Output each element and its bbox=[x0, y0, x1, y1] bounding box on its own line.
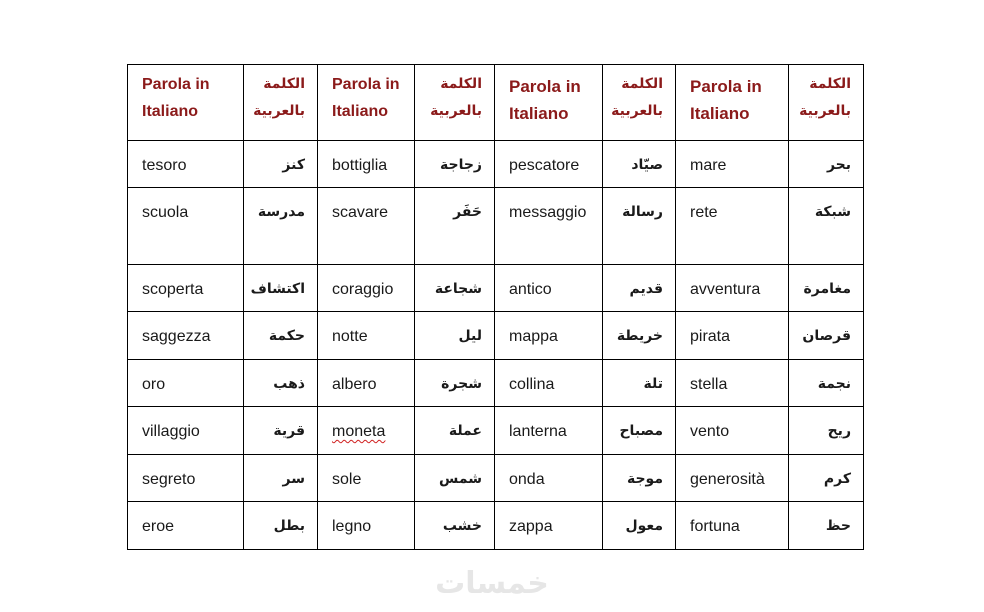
arabic-word-cell: حكمة bbox=[244, 312, 318, 360]
italian-word-cell: mappa bbox=[495, 312, 603, 360]
italian-word-cell: avventura bbox=[676, 265, 789, 312]
italian-word-cell: vento bbox=[676, 407, 789, 455]
vocabulary-table bbox=[127, 64, 864, 550]
table-row bbox=[128, 265, 864, 312]
header-row bbox=[128, 65, 864, 141]
italian-word-cell: coraggio bbox=[318, 265, 415, 312]
table-row bbox=[128, 141, 864, 188]
arabic-word-cell: شبكة bbox=[789, 188, 864, 265]
arabic-word-cell: تلة bbox=[603, 360, 676, 407]
arabic-word-cell: قديم bbox=[603, 265, 676, 312]
italian-word-cell: albero bbox=[318, 360, 415, 407]
italian-word-cell bbox=[318, 407, 415, 455]
italian-word-cell: onda bbox=[495, 455, 603, 502]
arabic-word-cell: ليل bbox=[415, 312, 495, 360]
italian-word-cell: messaggio bbox=[495, 188, 603, 265]
italian-word-cell: fortuna bbox=[676, 502, 789, 550]
arabic-word-cell: سر bbox=[244, 455, 318, 502]
table-row bbox=[128, 407, 864, 455]
arabic-word-cell: مغامرة bbox=[789, 265, 864, 312]
arabic-word-cell: حظ bbox=[789, 502, 864, 550]
italian-word-cell: scavare bbox=[318, 188, 415, 265]
italian-word-cell: bottiglia bbox=[318, 141, 415, 188]
header-cell-arabic: الكلمة بالعربية bbox=[415, 65, 495, 141]
italian-word-cell: saggezza bbox=[128, 312, 244, 360]
table-row bbox=[128, 502, 864, 550]
arabic-word-cell: شمس bbox=[415, 455, 495, 502]
header-cell-arabic: الكلمة بالعربية bbox=[244, 65, 318, 141]
arabic-word-cell: كرم bbox=[789, 455, 864, 502]
table-row bbox=[128, 455, 864, 502]
italian-word-cell: pescatore bbox=[495, 141, 603, 188]
arabic-word-cell: عملة bbox=[415, 407, 495, 455]
header-cell-italian: Parola in Italiano bbox=[676, 65, 789, 141]
arabic-word-cell: موجة bbox=[603, 455, 676, 502]
arabic-word-cell: نجمة bbox=[789, 360, 864, 407]
italian-word-cell: scoperta bbox=[128, 265, 244, 312]
arabic-word-cell: قرصان bbox=[789, 312, 864, 360]
arabic-word-cell: صيّاد bbox=[603, 141, 676, 188]
arabic-word-cell: زجاجة bbox=[415, 141, 495, 188]
italian-word-cell: legno bbox=[318, 502, 415, 550]
italian-word-cell: rete bbox=[676, 188, 789, 265]
arabic-word-cell: ذهب bbox=[244, 360, 318, 407]
italian-word-cell: tesoro bbox=[128, 141, 244, 188]
arabic-word-cell: معول bbox=[603, 502, 676, 550]
table-row bbox=[128, 312, 864, 360]
arabic-word-cell: شجرة bbox=[415, 360, 495, 407]
arabic-word-cell: ريح bbox=[789, 407, 864, 455]
italian-word-cell: sole bbox=[318, 455, 415, 502]
italian-word-cell: collina bbox=[495, 360, 603, 407]
watermark-logo: خمسات bbox=[435, 566, 549, 601]
arabic-word-cell: حَفَر bbox=[415, 188, 495, 265]
header-cell-italian: Parola in Italiano bbox=[128, 65, 244, 141]
header-cell-arabic: الكلمة بالعربية bbox=[603, 65, 676, 141]
italian-word-cell: stella bbox=[676, 360, 789, 407]
arabic-word-cell: بطل bbox=[244, 502, 318, 550]
arabic-word-cell: شجاعة bbox=[415, 265, 495, 312]
italian-word-cell: notte bbox=[318, 312, 415, 360]
arabic-word-cell: كنز bbox=[244, 141, 318, 188]
arabic-word-cell: اكتشاف bbox=[244, 265, 318, 312]
italian-word-cell: oro bbox=[128, 360, 244, 407]
italian-word-cell: scuola bbox=[128, 188, 244, 265]
italian-word-cell: generosità bbox=[676, 455, 789, 502]
arabic-word-cell: مدرسة bbox=[244, 188, 318, 265]
header-cell-arabic: الكلمة بالعربية bbox=[789, 65, 864, 141]
arabic-word-cell: بحر bbox=[789, 141, 864, 188]
arabic-word-cell: قرية bbox=[244, 407, 318, 455]
table-row bbox=[128, 188, 864, 265]
arabic-word-cell: خشب bbox=[415, 502, 495, 550]
header-cell-italian: Parola in Italiano bbox=[495, 65, 603, 141]
italian-word-cell: eroe bbox=[128, 502, 244, 550]
arabic-word-cell: مصباح bbox=[603, 407, 676, 455]
italian-word-cell: zappa bbox=[495, 502, 603, 550]
italian-word-cell: segreto bbox=[128, 455, 244, 502]
italian-word-cell: antico bbox=[495, 265, 603, 312]
spellcheck-underlined-word: moneta bbox=[332, 423, 386, 440]
italian-word-cell: pirata bbox=[676, 312, 789, 360]
italian-word-cell: villaggio bbox=[128, 407, 244, 455]
table-row bbox=[128, 360, 864, 407]
header-cell-italian: Parola in Italiano bbox=[318, 65, 415, 141]
italian-word-cell: lanterna bbox=[495, 407, 603, 455]
arabic-word-cell: رسالة bbox=[603, 188, 676, 265]
arabic-word-cell: خريطة bbox=[603, 312, 676, 360]
italian-word-cell: mare bbox=[676, 141, 789, 188]
